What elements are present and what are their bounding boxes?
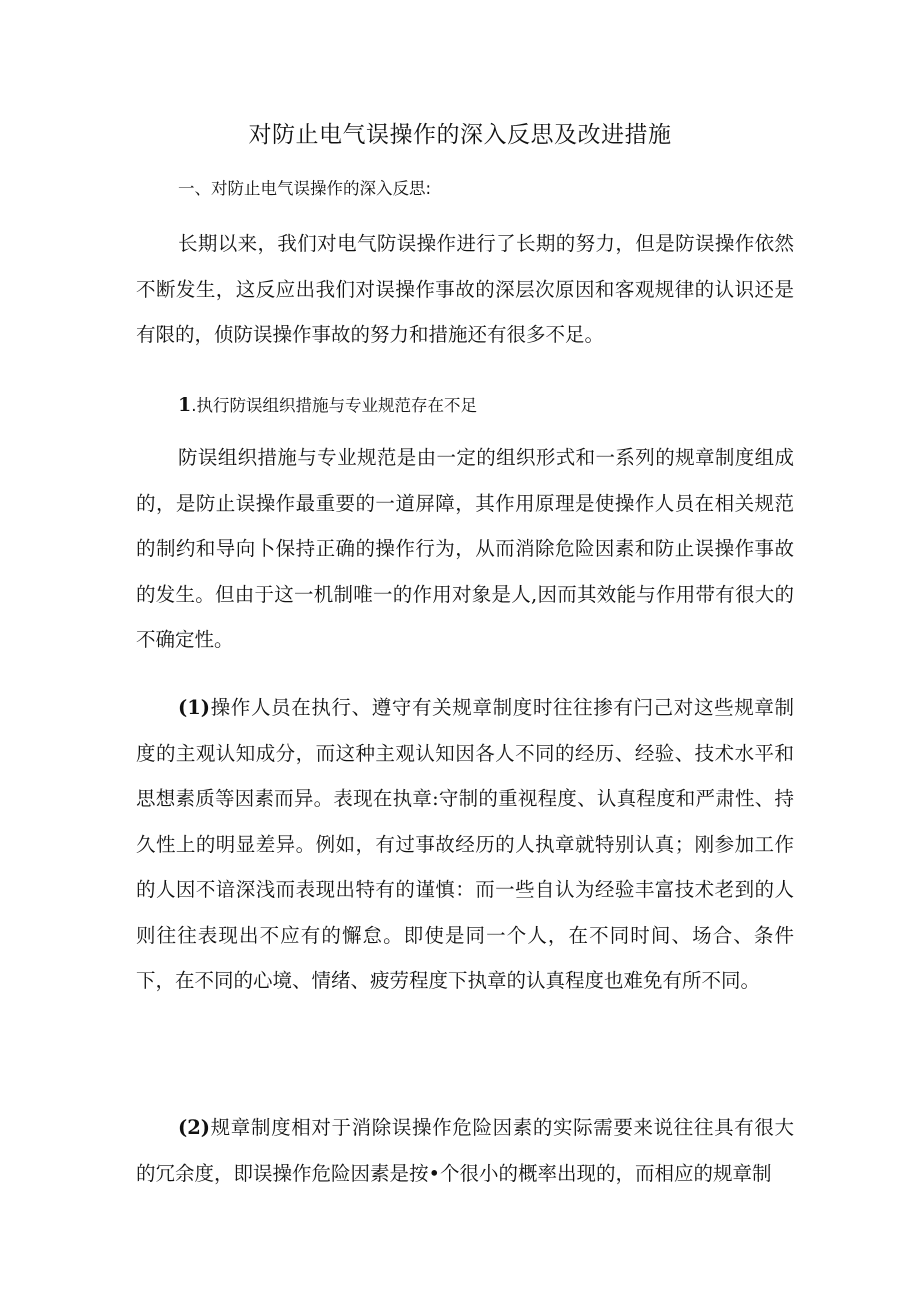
section-heading-1: 一、对防止电气误操作的深入反思: — [178, 179, 432, 198]
list-item-2-text: 规章制度相对于消除误操作危险因素的实际需要来说往往具有很大的冗余度，即误操作危险因素是按•个很小的概率出现的，而相应的规章制 — [136, 1116, 794, 1185]
document-title: 对防止电气误操作的深入反思及改进措施 — [248, 122, 672, 148]
subsection-heading-text: .执行防误组织措施与专业规范存在不足 — [191, 396, 477, 415]
intro-paragraph: 长期以来，我们对电气防误操作进行了长期的努力，但是防误操作依然不断发生，这反应出我们对误操作事故的深层次原因和客观规律的认识还是有限的，侦防误操作事故的努力和措施还有很多不足。 — [136, 232, 794, 346]
list-item-1-label: (1) — [178, 696, 211, 719]
subsection-heading-1 — [178, 392, 477, 419]
list-item-1 — [136, 685, 794, 1004]
subsection-number: 1 — [178, 394, 192, 416]
list-item-2 — [136, 1105, 794, 1196]
list-item-1-text: 操作人员在执行、遵守有关规章制度时往往掺有闩己对这些规章制度的主观认知成分，而这种主观认知因各人不同的经历、经验、技术水平和思想素质等因素而异。表现在执章:守制的重视程度、认真程度和严肃性、持久性上的明显差异。例如，有过事故经历的人执章就特别认真；刚参加工作的人因不谙深浅而表现出特有的谨慎：而一些自认为经验丰富技术老到的人则往往表现出不应有的懈怠。即使是同一个人，在不同时间、场合、条件下，在不同的心境、情绪、疲劳程度下执章的认真程度也难免有所不同。 — [136, 696, 794, 992]
paragraph-organizational-measures: 防误组织措施与专业规范是由一定的组织形式和一系列的规章制度组成的，是防止误操作最重要的一道屏障，其作用原理是使操作人员在相关规范的制约和导向卜保持正确的操作行为，从而消除危险因素和防止误操作事故的发生。但由于这一机制唯一的作用对象是人,因而其效能与作用带有很大的不确定性。 — [136, 446, 794, 651]
list-item-2-label: (2) — [178, 1116, 211, 1139]
